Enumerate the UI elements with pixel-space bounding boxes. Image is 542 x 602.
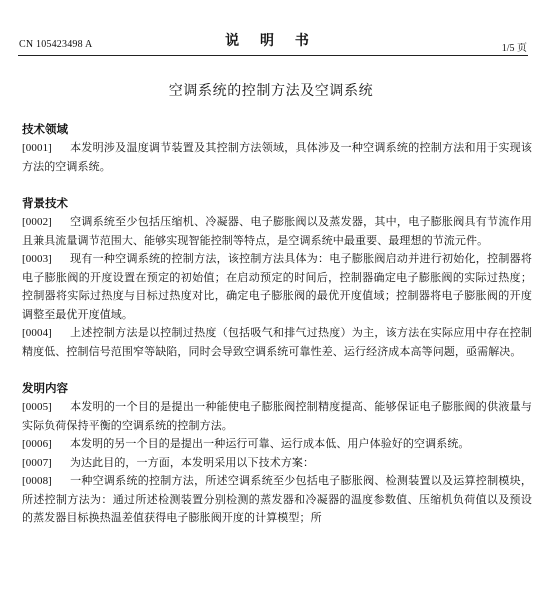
paragraph-text: 本发明涉及温度调节装置及其控制方法领域，具体涉及一种空调系统的控制方法和用于实现该方法的空调系统。 [22,141,532,173]
paragraph-number: [0004] [22,327,52,339]
paragraph-number: [0002] [22,216,52,228]
paragraph-text: 空调系统至少包括压缩机、冷凝器、电子膨胀阀以及蒸发器，其中，电子膨胀阀具有节流作用且兼具流量调节范围大、能够实现智能控制等特点，是空调系统中最重要、最理想的节流元件。 [22,215,532,247]
section-heading: 发明内容 [22,381,68,395]
paragraph-number: [0007] [22,456,52,469]
publication-number: CN 105423498 A [19,39,93,50]
section-heading: 背景技术 [22,196,68,210]
paragraph-number: [0006] [22,438,52,450]
paragraph-text: 为达此目的，一方面，本发明采用以下技术方案： [69,455,315,469]
paragraph-number: [0008] [22,475,52,487]
header-divider [18,55,528,56]
paragraph-text: 一种空调系统的控制方法，所述空调系统至少包括电子膨胀阀、检测装置以及运算控制模块，所述控制方法为：通过所述检测装置分别检测的蒸发器和冷凝器的温度参数值、压缩机负荷值以及预设的蒸发器目标换热温差值获得电子膨胀阀开度的计算模型；所 [22,474,532,524]
document-type-heading: 说 明 书 [225,33,317,49]
document-title: 空调系统的控制方法及空调系统 [168,83,374,99]
section-technical-field [22,120,532,176]
paragraph-text: 现有一种空调系统的控制方法，该控制方法具体为：电子膨胀阀启动并进行初始化，控制器将电子膨胀阀的开度设置在预定的初始值；在启动预定的时间后，控制器确定电子膨胀阀的实际过热度；控制器将实际过热度与目标过热度对比，确定电子膨胀阀的最优开度值域；控制器将电子膨胀阀的开度调整至最优开度值域。 [22,252,532,321]
paragraph-number: [0001] [22,142,52,154]
paragraph [22,454,532,473]
paragraph-text: 本发明的一个目的是提出一种能使电子膨胀阀控制精度提高、能够保证电子膨胀阀的供液量与实际负荷保持平衡的空调系统的控制方法。 [22,400,532,432]
paragraph [22,472,532,528]
section-background [22,194,532,361]
paragraph [22,139,532,176]
paragraph-text: 本发明的另一个目的是提出一种运行可靠、运行成本低、用户体验好的空调系统。 [69,437,470,450]
paragraph [22,213,532,250]
paragraph-number: [0003] [22,253,52,265]
section-heading: 技术领域 [22,122,68,136]
paragraph-number: [0005] [22,401,52,413]
paragraph [22,398,532,435]
paragraph-text: 上述控制方法是以控制过热度（包括吸气和排气过热度）为主，该方法在实际应用中存在控制精度低、控制信号范围窄等缺陷，同时会导致空调系统可靠性差、运行经济成本高等问题，亟需解决。 [22,326,532,358]
paragraph [22,435,532,454]
document-body [22,120,532,528]
paragraph [22,324,532,361]
paragraph [22,250,532,324]
section-summary [22,379,532,528]
page-number: 1/5 页 [501,43,527,54]
